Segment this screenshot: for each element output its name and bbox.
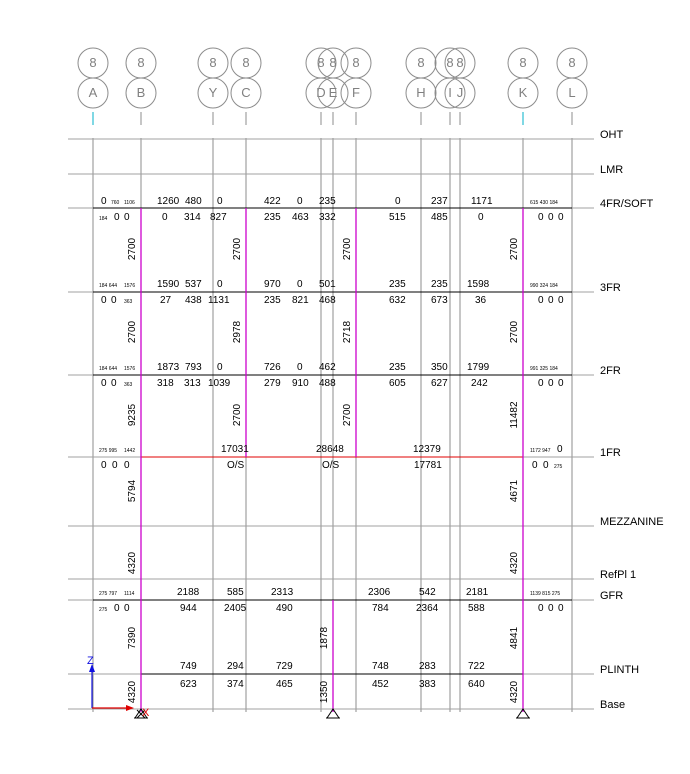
grid-number-f: 8 (352, 55, 360, 70)
beam-value: 588 (468, 603, 485, 614)
beam-value: 294 (227, 661, 244, 672)
beam-value: 0 (548, 603, 554, 614)
grid-number-l: 8 (568, 55, 576, 70)
beam-value: 0 (558, 212, 564, 223)
grid-number-c: 8 (242, 55, 250, 70)
beam-value: 363 (124, 382, 133, 388)
beam-value: 2364 (416, 603, 439, 614)
dimension-value: 2978 (232, 320, 243, 344)
beam-value: 640 (468, 679, 485, 690)
beam-value: 827 (210, 212, 227, 223)
dimension-value: 2700 (127, 320, 138, 344)
beam-value: 237 (431, 196, 448, 207)
beam-value: 0 (558, 378, 564, 389)
beam-value: 1106 (124, 200, 135, 206)
grid-bubble-c[interactable] (231, 48, 261, 108)
beam-value: 1114 (124, 591, 135, 597)
level-label-4fr: 4FR/SOFT (600, 198, 654, 210)
beam-value: 1131 (208, 295, 230, 306)
beam-value: 0 (111, 378, 117, 389)
dimension-value: 2700 (232, 237, 243, 261)
beam-value: 1799 (467, 362, 490, 373)
beam-value: 1039 (208, 378, 231, 389)
level-label-lmr: LMR (600, 164, 624, 176)
level-label-refpl1: RefPl 1 (600, 569, 637, 581)
beam-value: 0 (101, 460, 107, 471)
beam-value: 184 (99, 216, 108, 222)
grid-label-e: E (328, 85, 338, 100)
beam-value: 784 (372, 603, 389, 614)
grid-label-b: B (136, 85, 146, 100)
beam-value: 0 (478, 212, 484, 223)
beam-value: 235 (319, 196, 336, 207)
dimension-value: 2700 (509, 237, 520, 261)
beam-value: 1598 (467, 279, 490, 290)
beam-value: 2306 (368, 587, 391, 598)
beam-value: 515 (389, 212, 406, 223)
grid-number-j: 8 (456, 55, 464, 70)
beam-value: 0 (124, 603, 130, 614)
beam-value: O/S (227, 460, 245, 471)
beam-value: 0 (112, 460, 118, 471)
beam-value: 0 (557, 444, 563, 455)
beam-value: 235 (431, 279, 448, 290)
grid-bubble-l[interactable] (557, 48, 587, 108)
supports (134, 709, 530, 718)
x-axis-label: X (142, 707, 150, 719)
dimension-value: 4320 (127, 680, 138, 704)
beam-value: 0 (217, 196, 223, 207)
beam-value: 275 (554, 464, 563, 470)
level-label-oht: OHT (600, 129, 624, 141)
beam-value: 0 (162, 212, 168, 223)
beam-value: 1590 (157, 279, 180, 290)
beam-value: 623 (180, 679, 197, 690)
dimension-value: 9235 (127, 403, 138, 427)
level-label-3fr: 3FR (600, 282, 621, 294)
beam-value: 0 (538, 295, 544, 306)
grid-number-i: 8 (446, 55, 454, 70)
beam-value: 0 (538, 378, 544, 389)
beam-value: 480 (185, 196, 202, 207)
beam-value: 944 (180, 603, 197, 614)
beam-value: 615 430 184 (530, 200, 558, 206)
beam-value: 313 (184, 378, 201, 389)
beam-value: 17781 (414, 460, 442, 471)
beam-value: 318 (157, 378, 174, 389)
grid-bubble-b[interactable] (126, 48, 156, 108)
beam-value: 462 (319, 362, 336, 373)
beam-value: 910 (292, 378, 309, 389)
grid-label-d: D (316, 85, 326, 100)
dimension-value: 1350 (319, 680, 330, 704)
beam-value: 0 (124, 460, 130, 471)
beam-value: 2181 (466, 587, 489, 598)
grid-bubble-k[interactable] (508, 48, 538, 108)
beam-value: 279 (264, 378, 281, 389)
grid-number-b: 8 (137, 55, 145, 70)
dimension-value: 2700 (232, 403, 243, 427)
beam-value: 0 (395, 196, 401, 207)
beam-value: 275 797 (99, 591, 118, 597)
beam-value: 0 (538, 603, 544, 614)
dimension-value: 2700 (509, 320, 520, 344)
beam-value: 1171 (471, 196, 493, 207)
grid-number-y: 8 (209, 55, 217, 70)
beam-value: 235 (389, 279, 406, 290)
beam-value: 12379 (413, 444, 441, 455)
dimension-value: 4320 (509, 680, 520, 704)
beam-value: 1172 947 (530, 448, 551, 454)
beam-value: 184 644 (99, 283, 118, 289)
beam-value: 673 (431, 295, 448, 306)
beam-value: 0 (532, 460, 538, 471)
beam-value: 235 (389, 362, 406, 373)
grid-label-y: Y (208, 85, 218, 100)
beam-value: 0 (543, 460, 549, 471)
beam-value: 0 (217, 362, 223, 373)
beam-value: 36 (475, 295, 487, 306)
dimension-value: 2700 (342, 403, 353, 427)
beam-value: 17031 (221, 444, 249, 455)
beam-value: 465 (276, 679, 293, 690)
beam-value: 463 (292, 212, 309, 223)
beam-value: 760 (111, 200, 120, 206)
grid-bubble-h[interactable] (406, 48, 436, 108)
beam-value: 28648 (316, 444, 344, 455)
beam-value: 990 324 184 (530, 283, 558, 289)
beam-value: 490 (276, 603, 293, 614)
beam-value: 0 (558, 603, 564, 614)
grid-label-l: L (568, 85, 576, 100)
beam-value: 821 (292, 295, 309, 306)
beam-value: 438 (185, 295, 202, 306)
beam-value: 726 (264, 362, 281, 373)
beam-value: 488 (319, 378, 336, 389)
beam-value: 468 (319, 295, 336, 306)
z-axis-label: Z (87, 655, 94, 667)
x-arrow-icon (126, 705, 134, 711)
grid-number-a: 8 (89, 55, 97, 70)
beam-value: 0 (538, 212, 544, 223)
grid-label-k: K (518, 85, 528, 100)
beam-value: 2405 (224, 603, 247, 614)
beam-value: 1576 (124, 283, 136, 289)
beam-value: 2313 (271, 587, 294, 598)
beam-value: 184 644 (99, 366, 118, 372)
beam-value: 0 (101, 196, 107, 207)
dimension-value: 2700 (342, 237, 353, 261)
beam-value: 0 (111, 295, 117, 306)
beam-value: 0 (101, 378, 107, 389)
level-labels (600, 129, 664, 711)
level-label-base: Base (600, 699, 626, 711)
beam-value: 363 (124, 299, 133, 305)
beam-value: 605 (389, 378, 406, 389)
grid-number-d: 8 (317, 55, 325, 70)
grid-bubbles (78, 48, 587, 108)
beam-value: 1260 (157, 196, 180, 207)
beam-value: 27 (160, 295, 172, 306)
beam-value: 542 (419, 587, 436, 598)
beam-value: 970 (264, 279, 281, 290)
beam-value: 2188 (177, 587, 200, 598)
beam-value: 748 (372, 661, 389, 672)
beam-value: 0 (217, 279, 223, 290)
beam-value: 793 (185, 362, 202, 373)
beam-value: 0 (548, 378, 554, 389)
beam-value: 0 (548, 295, 554, 306)
beam-value: 991 325 184 (530, 366, 558, 372)
beam-value: 1442 (124, 448, 136, 454)
grid-label-a: A (88, 85, 98, 100)
beam-value: 0 (114, 603, 120, 614)
grid-number-e: 8 (329, 55, 337, 70)
grid-label-i: I (448, 85, 452, 100)
grid-bubble-a[interactable] (78, 48, 108, 108)
grid-label-f: F (352, 85, 360, 100)
beam-value: 0 (114, 212, 120, 223)
dimension-value: 2718 (342, 320, 353, 344)
beam-value: 749 (180, 661, 197, 672)
dimension-value: 2700 (127, 237, 138, 261)
beam-value: 1576 (124, 366, 136, 372)
beam-value: 485 (431, 212, 448, 223)
beam-value: 632 (389, 295, 406, 306)
beam-value: 585 (227, 587, 244, 598)
beam-value: 383 (419, 679, 436, 690)
beam-values (99, 196, 564, 690)
beam-value: 0 (297, 362, 303, 373)
dimension-value: 1878 (319, 626, 330, 650)
beam-value: 275 (99, 607, 108, 613)
beam-value: 422 (264, 196, 281, 207)
dimension-value: 5794 (127, 479, 138, 503)
dimension-value: 4671 (509, 479, 520, 503)
level-label-mezzanine: MEZZANINE (600, 516, 664, 528)
beam-value: 627 (431, 378, 448, 389)
beam-value: 0 (297, 196, 303, 207)
grid-bubble-f[interactable] (341, 48, 371, 108)
dimension-value: 4320 (127, 551, 138, 575)
beam-value: 0 (101, 295, 107, 306)
grid-ticks (93, 112, 572, 125)
beam-value: 452 (372, 679, 389, 690)
grid-label-c: C (241, 85, 251, 100)
level-label-gfr: GFR (600, 590, 624, 602)
level-label-1fr: 1FR (600, 447, 621, 459)
grid-label-j: J (456, 85, 464, 100)
beam-value: 729 (276, 661, 293, 672)
beam-value: 722 (468, 661, 485, 672)
beam-value: 0 (124, 212, 130, 223)
dimension-value: 4841 (509, 626, 520, 650)
dimension-value: 11482 (509, 401, 520, 429)
beam-value: 0 (558, 295, 564, 306)
dimension-value: 4320 (509, 551, 520, 575)
beam-value: 0 (297, 279, 303, 290)
beam-value: 501 (319, 279, 336, 290)
beam-value: 235 (264, 212, 281, 223)
grid-number-k: 8 (519, 55, 527, 70)
beam-value: 374 (227, 679, 244, 690)
dimension-value: 7390 (127, 626, 138, 650)
grid-bubble-y[interactable] (198, 48, 228, 108)
beam-value: 242 (471, 378, 488, 389)
grid-number-h: 8 (417, 55, 425, 70)
beam-value: 1873 (157, 362, 180, 373)
level-label-2fr: 2FR (600, 365, 621, 377)
beam-value: 314 (184, 212, 201, 223)
beam-value: 235 (264, 295, 281, 306)
beam-value: O/S (322, 460, 340, 471)
beam-value: 0 (548, 212, 554, 223)
beam-value: 350 (431, 362, 448, 373)
beam-value: 1139 815 275 (530, 591, 561, 597)
beam-value: 283 (419, 661, 436, 672)
level-label-plinth: PLINTH (600, 664, 640, 676)
beam-value: 275 995 (99, 448, 118, 454)
beam-value: 537 (185, 279, 202, 290)
beam-value: 332 (319, 212, 336, 223)
grid-label-h: H (416, 85, 426, 100)
